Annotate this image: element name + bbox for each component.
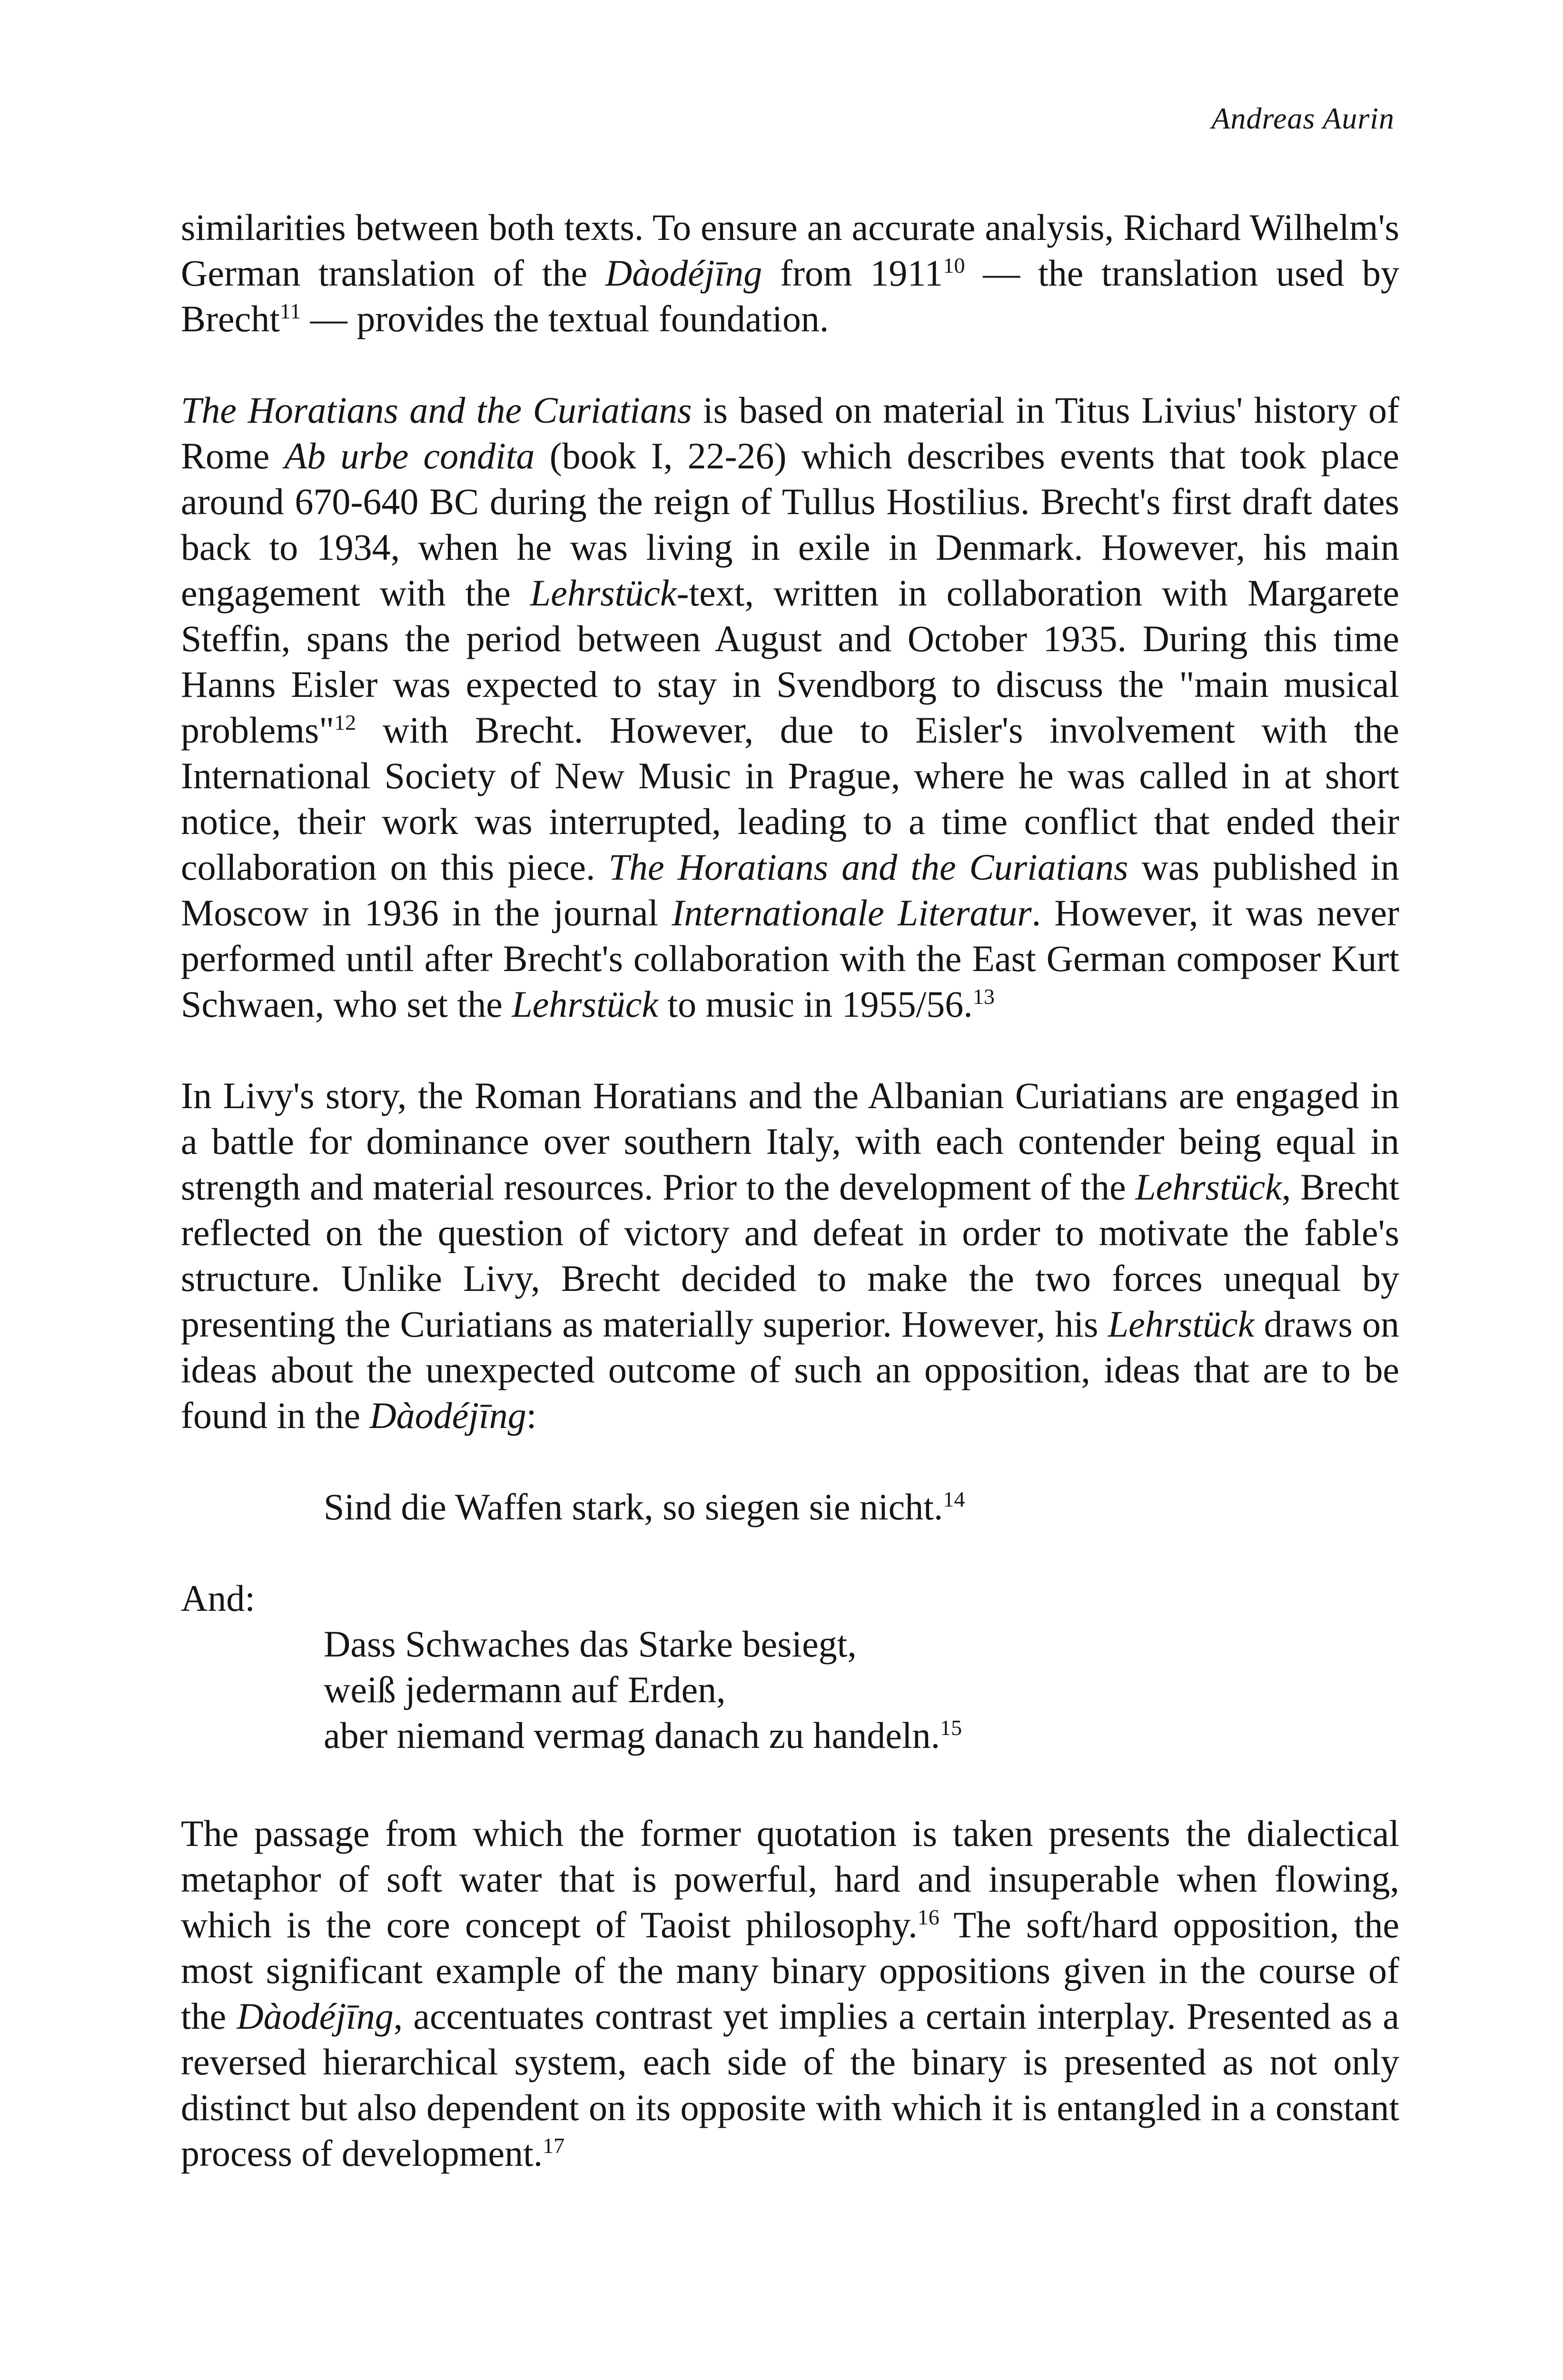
quote-2-line-1: Dass Schwaches das Starke besiegt, <box>324 1623 857 1665</box>
p2-title-horatians-1: The Horatians and the Curiatians <box>181 389 692 431</box>
p2-title-journal: Internationale Literatur <box>672 892 1032 933</box>
quote-2-line-3: aber niemand vermag danach zu handeln. <box>324 1715 940 1756</box>
footnote-ref-10: 10 <box>943 253 965 278</box>
p1-text-3: — the translation used by Brecht <box>181 252 1399 339</box>
and-label: And: <box>181 1577 255 1619</box>
block-quote-1 <box>324 1484 1399 1530</box>
p1-text-4: — provides the textual foundation. <box>301 298 829 339</box>
quote-2-line-3-wrap <box>324 1713 1399 1758</box>
p2-title-ab-urbe: Ab urbe condita <box>284 435 535 476</box>
p2-text-3: -text, written in collaboration with Margarete Steffin, spans the period between August and October 1935. During this time Hanns Eisler was expected to stay in Svendborg to discuss the "main musical problems" <box>181 572 1399 751</box>
p3-text-4: : <box>526 1395 537 1436</box>
p4-title-daodejing: Dàodéjīng <box>237 1995 394 2037</box>
paragraph-1 <box>181 205 1399 342</box>
p4-text-3: , accentuates contrast yet implies a certain interplay. Presented as a reversed hierarchical system, each side of the binary is presented as not only distinct but also dependent on its opposite with which it is entangled in a constant process of development. <box>181 1995 1399 2174</box>
p2-text-7: to music in 1955/56. <box>658 983 973 1025</box>
p2-text-6: . However, it was never performed until after Brecht's collaboration with the East German composer Kurt Schwaen, who set the <box>181 892 1399 1025</box>
page-body <box>181 205 1399 2176</box>
p3-text-3: draws on ideas about the unexpected outcome of such an opposition, ideas that are to be found in the <box>181 1303 1400 1436</box>
running-head-author: Andreas Aurin <box>1211 101 1395 135</box>
p1-title-daodejing: Dàodéjīng <box>605 252 762 294</box>
footnote-ref-16: 16 <box>917 1905 940 1929</box>
footnote-ref-14: 14 <box>943 1487 965 1511</box>
p3-text-1: In Livy's story, the Roman Horatians and the Albanian Curiatians are engaged in a battle for dominance over southern Italy, with each contender being equal in strength and material resources. Prior to the development of the <box>181 1075 1399 1208</box>
footnote-ref-12: 12 <box>334 710 356 734</box>
p4-text-1: The passage from which the former quotation is taken presents the dialectical metaphor of soft water that is powerful, hard and insuperable when flowing, which is the core concept of Taoist philosophy. <box>181 1813 1399 1945</box>
paragraph-2 <box>181 387 1399 1027</box>
p1-text-2: from 1911 <box>762 252 943 294</box>
p3-text-2: , Brecht reflected on the question of victory and defeat in order to motivate the fable's structure. Unlike Livy, Brecht decided to make the two forces unequal by presenting the Curiatians as materially superior. However, his <box>181 1166 1399 1345</box>
p3-term-lehrstueck-2: Lehrstück <box>1108 1303 1255 1345</box>
p2-term-lehrstueck-2: Lehrstück <box>512 983 658 1025</box>
p2-title-horatians-2: The Horatians and the Curiatians <box>608 846 1128 888</box>
footnote-ref-13: 13 <box>972 984 995 1009</box>
p1-text-1: similarities between both texts. To ensure an accurate analysis, Richard Wilhelm's German translation of the <box>181 207 1399 294</box>
p2-text-4: with Brecht. However, due to Eisler's involvement with the International Society of New Music in Prague, where he was called in at short notice, their work was interrupted, leading to a time conflict that ended their collaboration on this piece. <box>181 709 1399 888</box>
p2-text-2: (book I, 22-26) which describes events that took place around 670-640 BC during the reign of Tullus Hostilius. Brecht's first draft dates back to 1934, when he was living in exile in Denmark. However, his main engagement with the <box>181 435 1399 614</box>
p3-term-lehrstueck-1: Lehrstück <box>1135 1166 1282 1208</box>
quote-2-line-2: weiß jedermann auf Erden, <box>324 1669 726 1710</box>
p2-term-lehrstueck-1: Lehrstück <box>530 572 677 614</box>
p4-text-2: The soft/hard opposition, the most significant example of the many binary oppositions given in the course of the <box>181 1904 1399 2037</box>
block-quote-2 <box>324 1621 1399 1758</box>
p3-title-daodejing: Dàodéjīng <box>369 1395 526 1436</box>
footnote-ref-11: 11 <box>279 299 301 323</box>
paragraph-3 <box>181 1073 1399 1438</box>
paragraph-4 <box>181 1811 1399 2176</box>
p2-text-1: is based on material in Titus Livius' history of Rome <box>181 389 1400 476</box>
quote-1-text: Sind die Waffen stark, so siegen sie nicht. <box>324 1486 943 1527</box>
footnote-ref-17: 17 <box>543 2133 565 2158</box>
p2-text-5: was published in Moscow in 1936 in the journal <box>181 846 1399 933</box>
footnote-ref-15: 15 <box>940 1716 962 1740</box>
